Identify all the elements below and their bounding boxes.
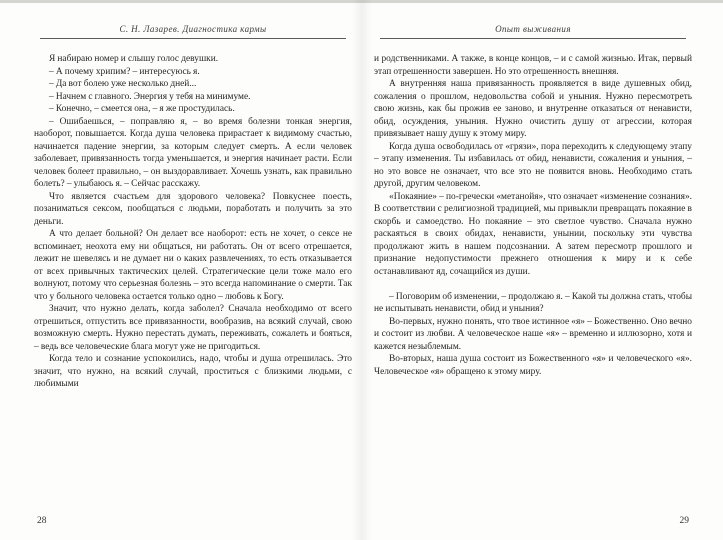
paragraph: А что делает больной? Он делает все наоборот: есть не хочет, о сексе не вспоминает, неохота ему ни общаться, ни работать. Он от всего отрешается, лежит не шевелясь и не думает ни о каких развлечениях, то есть отказывается от всех привычных тактических целей. Стратегические цели тоже мало его волнуют, потому что серьезная болезнь – это всегда напоминание о смерти. Так что у больного человека остается только одно – любовь к Богу. (34, 229, 352, 302)
paragraph: – Конечно, – смеется она, – я же простудилась. (49, 104, 235, 114)
paragraph: Когда тело и сознание успокоились, надо, чтобы и душа отрешилась. Это значит, что нужно, на всякий случай, проститься с близкими людьми, с любимыми (34, 354, 352, 389)
paragraph: Значит, что нужно делать, когда заболел? Сначала необходимо от всего отрешиться, отпустить все привязанности, вообразив, на всякий случай, свою возможную смерть. Нужно перестать думать, переживать, сожалеть и бояться, – ведь все человеческие блага могут уже не пригодиться. (34, 304, 352, 352)
paragraph: – Поговорим об изменении, – продолжаю я. – Какой ты должна стать, чтобы не испытывать ненависти, обид и уныния? (374, 291, 692, 314)
page-left (34, 20, 352, 528)
page-right (374, 20, 692, 528)
left-running-header: С. Н. Лазарев. Диагностика кармы (40, 24, 346, 39)
right-running-header: Опыт выживания (380, 24, 686, 39)
paragraph: – Да вот болею уже несколько дней... (49, 79, 197, 89)
paragraph: Когда душа освободилась от «грязи», пора переходить к следующему этапу – этапу изменения. Ты избавилась от обид, ненависти, сожаления и уныния, – но это вовсе не означает, что все это не появится вновь. Необходимо стать другой, другим человеком. (374, 141, 692, 189)
paragraph: – А почему хрипим? – интересуюсь я. (49, 66, 200, 77)
paragraph: Во-первых, нужно понять, что твое истинное «я» – Божественно. Оно вечно и состоит из любви. А человеческое наше «я» – временно и иллюзорно, хотя и кажется незыблемым. (374, 316, 692, 352)
left-page-body (34, 53, 352, 528)
paragraph: – Начнем с главного. Энергия у тебя на минимуме. (49, 91, 251, 102)
paragraph: Я набираю номер и слышу голос девушки. (49, 54, 219, 64)
paragraph: «Покаяние» – по-гречески «метанойя», что означает «изменение сознания». В соответствии с религиозной традицией, мы привыкли превращать покаяние в скорбь и самоедство. Но покаяние – это светлое чувство. Сначала нужно раскаяться в своих обидах, ненависти, унынии, поскольку эти чувства продолжают жить в нашем подсознании. А затем пересмотр прошлого и признание недопустимости прежнего отношения к миру и к себе останавливают яд, сочащийся из души. (374, 191, 692, 277)
right-page-body (374, 53, 692, 528)
paragraph: – Ошибаешься, – поправляю я, – во время болезни тонкая энергия, наоборот, повышается. Когда душа человека прирастает к видимому счастью, начинается падение энергии, за которым следует смерть. А если человек заболевает, привязанность тогда уменьшается, и энергия начинает расти. Если человек болеет правильно, – он выздоравливает. Хочешь узнать, как правильно болеть? – улыбаюсь я. – Сейчас расскажу. (34, 116, 352, 189)
right-page-number: 29 (679, 516, 689, 526)
paragraph: и родственниками. А также, в конце концов, – и с самой жизнью. Итак, первый этап отрешенности завершен. Но это отрешенность внешняя. (374, 54, 692, 77)
page-gutter (352, 0, 372, 540)
paragraph: Во-вторых, наша душа состоит из Божественного «я» и человеческого «я». Человеческое «я» обращено к этому миру. (374, 354, 692, 377)
left-page-number: 28 (37, 516, 47, 526)
paragraph: А внутренняя наша привязанность проявляется в виде душевных обид, сожаления о прошлом, недовольства собой и уныния. Нужно пересмотреть свою жизнь, как бы прожив ее заново, и внутренне отказаться от ненависти, обид, осуждения, уныния. Нужно очистить душу от агрессии, которая привязывает нашу душу к этому миру. (374, 79, 692, 139)
paragraph: Что является счастьем для здорового человека? Повкуснее поесть, позаниматься сексом, пообщаться с людьми, поработать и получить за это деньги. (34, 191, 352, 227)
